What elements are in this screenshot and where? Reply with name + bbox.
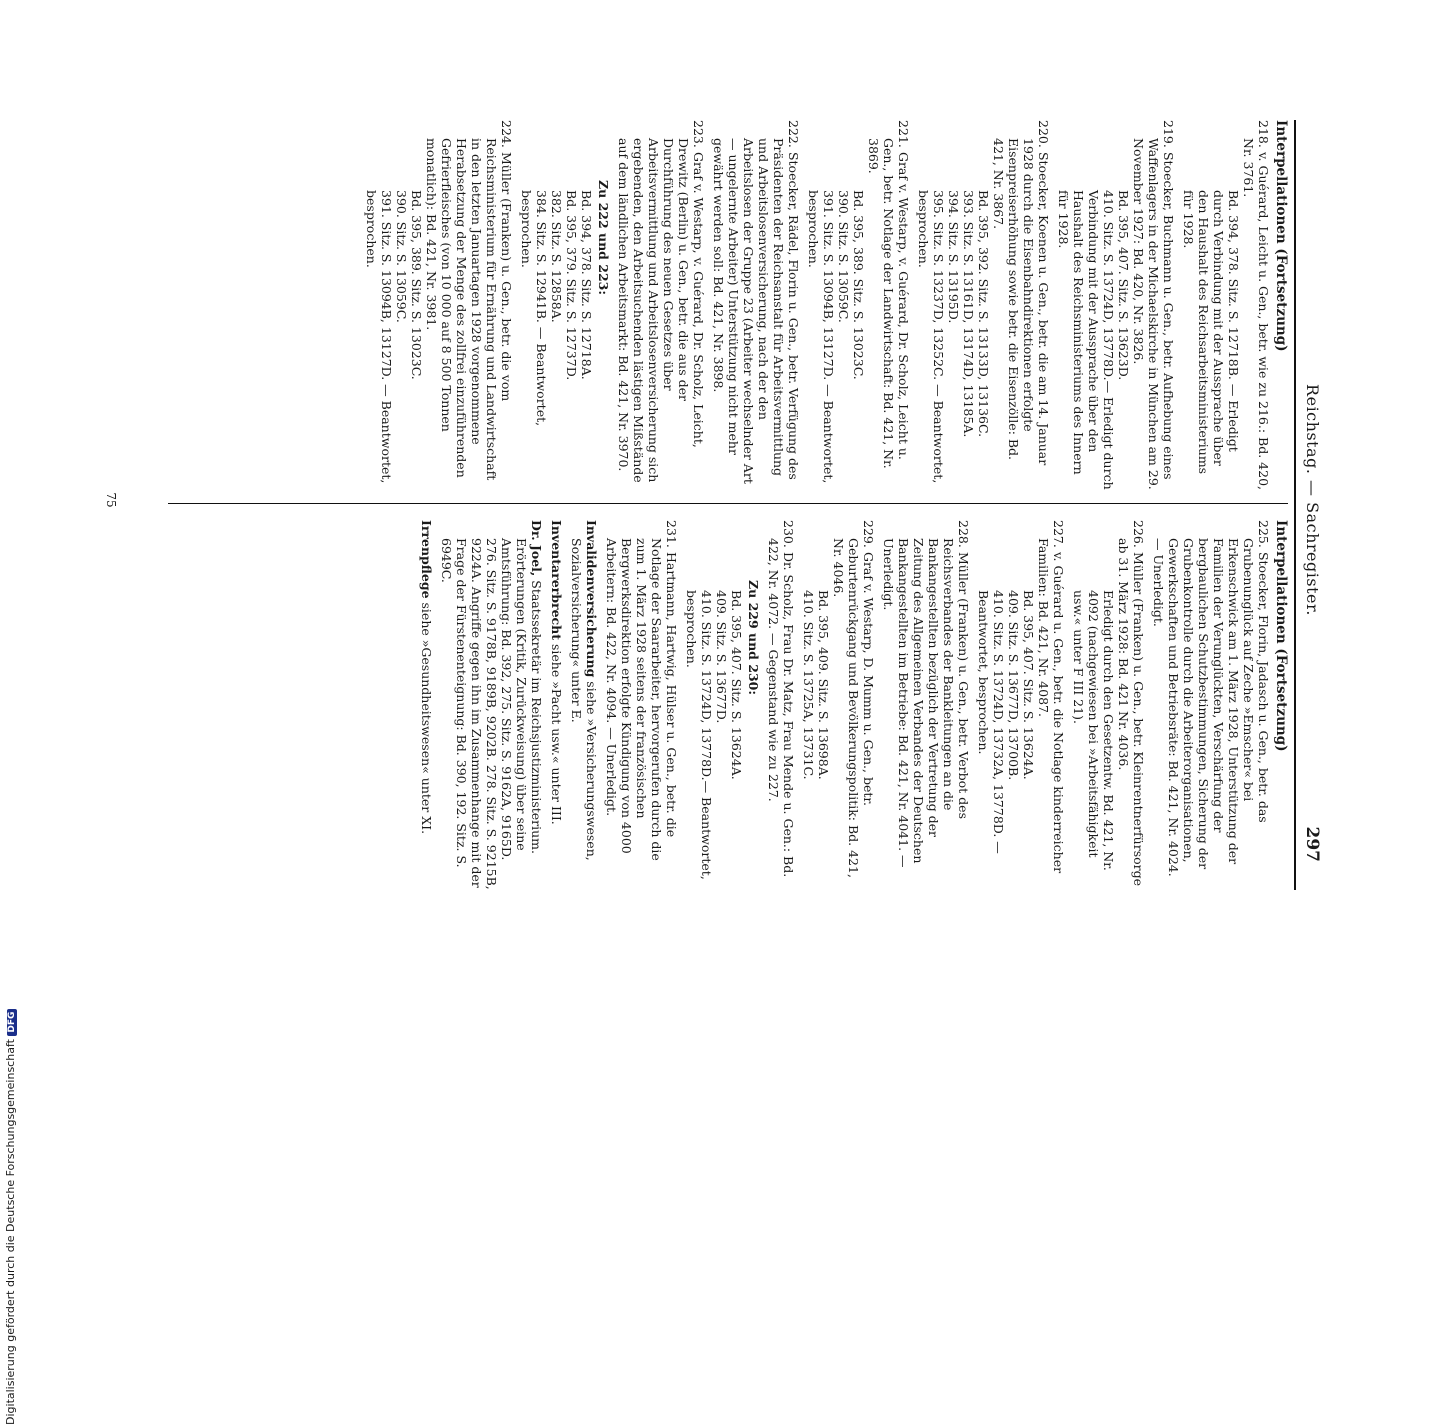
- index-entry: [881, 520, 971, 890]
- entry-reference: 395. Sitz. S. 13237D, 13252C. — Beantwortet, besprochen.: [916, 190, 946, 484]
- column-divider: [168, 503, 1288, 504]
- entry-number: 221.: [896, 120, 911, 148]
- section-heading: Interpellationen (Fortsetzung): [1273, 120, 1289, 352]
- keyword-entry: [569, 520, 599, 890]
- left-column: [359, 120, 1288, 490]
- entry-reference: Bd. 395, 389. Sitz. S. 13023C.: [851, 190, 866, 380]
- keyword-text: Staatssekretär im Reichsjustizministerium. Erörterungen (Kritik, Zurückweisung) über seine Amtsführung: Bd. 392, 275. Sitz. S. 9162A, 9165D. 276. Sitz. S. 9178B, 9189B, 9202B. 278. Sitz. S. 9215B, 9224A. Angriffe gegen ihn im Zusammenhange mit der Frage der Fürstenenteignung: Bd. 390, 192. Sitz. S. 6949C.: [439, 538, 544, 890]
- page-number: 297: [1302, 826, 1322, 862]
- keyword-text: siehe »Gesundheitswesen« unter XI.: [419, 598, 434, 835]
- entry-body: Stoecker, Florin, Jadasch u. Gen., betr. das Grubenunglück auf Zeche »Emscher« bei Erkenschwick am 1. März 1928, Unterstützung der Familien der Verunglückten, Verschärfung der bergbaulichen Schutzbestimmungen, Sicherung der Grubenkontrolle durch die Arbeiterorganisationen, Gewerkschaften und Betriebsräte: Bd. 421, Nr. 4024. — Unerledigt.: [1151, 538, 1271, 877]
- entry-reference: 390. Sitz. S. 13059C.: [394, 190, 409, 323]
- funding-note-text: Digitalisierung gefördert durch die Deutsche Forschungsgemeinschaft: [4, 1039, 17, 1425]
- entry-reference: 394. Sitz. S. 13195D.: [946, 190, 961, 324]
- index-entry: [1181, 120, 1271, 490]
- entry-reference: 391. Sitz. S. 13094B, 13127D. — Beantwortet, besprochen.: [806, 190, 836, 484]
- entry-text: [424, 120, 514, 490]
- entry-body: v. Guérard, Leicht u. Gen., betr. wie zu 216.: Bd. 420, Nr. 3761.: [1241, 138, 1271, 491]
- page-header-title: Reichstag. — Sachregister.: [1303, 384, 1322, 616]
- entry-reference: 409. Sitz. S. 13677D, 13700B.: [1006, 590, 1021, 781]
- keyword-text: siehe »Pacht usw.« unter III.: [549, 640, 564, 825]
- entry-body: Stoecker, Buchmann u. Gen., betr. Aufhebung eines Waffenlagers in der Michaelskirche in München am 29. November 1927: Bd. 420, Nr. 3826.: [1131, 138, 1176, 490]
- entry-reference: Bd. 395, 409. Sitz. S. 13698A.: [816, 590, 831, 780]
- index-entry: [1056, 120, 1176, 490]
- entry-number: 230.: [781, 520, 796, 548]
- keyword-entry: [439, 520, 544, 890]
- entry-number: 222.: [786, 120, 801, 148]
- keyword-term: Inventarerbrecht: [549, 520, 564, 640]
- keyword-term: Irrenpflege: [419, 520, 434, 599]
- entry-text: [866, 120, 911, 490]
- dfg-logo: DFG: [7, 1009, 17, 1036]
- footer-page-number: 75: [104, 492, 118, 508]
- entry-number: 220.: [1036, 120, 1051, 148]
- index-entry: [916, 120, 1051, 490]
- index-entry: [364, 120, 514, 490]
- entry-text: [1241, 120, 1271, 490]
- index-entry: [616, 120, 706, 490]
- header-rule: [1294, 120, 1296, 890]
- keyword-term: Invalidenversicherung: [584, 520, 599, 678]
- entry-text: [1151, 520, 1271, 890]
- entry-reference: Bd. 395, 379. Sitz. S. 12737D.: [564, 190, 579, 381]
- entry-body: Müller (Franken) u. Gen., betr. die vom Reichsministerium für Ernährung und Landwirtschaft in den letzten Januartagen 1928 vorgenommene Herabsetzung der Menge des zollfrei einzuführenden Gefrierfleisches (von 10 000 auf 8 500 Tonnen monatlich): Bd. 421, Nr. 3981.: [424, 138, 514, 481]
- index-entry: [1071, 520, 1146, 890]
- entry-text: [1131, 120, 1176, 490]
- index-entry: [519, 120, 611, 490]
- entry-reference: 410. Sitz. S. 13724D, 13778D.— Beantwortet, besprochen.: [684, 590, 714, 880]
- right-column: [414, 520, 1288, 890]
- right-entries: [604, 520, 1271, 890]
- entry-subheading: Zu 229 und 230:: [746, 580, 761, 695]
- entry-text: [604, 520, 679, 890]
- entry-body: Hartmann, Hartwig, Hülser u. Gen., betr. die Notlage der Saararbeiter, hervorgerufen durch die zum 1. März 1928 seitens der französischen Bergwerksdirektion erfolgte Kündigung von 4000 Arbeitern: Bd. 422, Nr. 4094. — Unerledigt.: [604, 538, 679, 861]
- entry-reference: 410. Sitz. S. 13724D, 13778D.— Erledigt durch Verbindung mit der Aussprache über den Haushalt des Reichsministeriums des Innern für 1928.: [1056, 190, 1116, 490]
- entry-reference: Bd. 395, 407. Sitz. S. 13624A.: [729, 590, 744, 780]
- entry-reference: 390. Sitz. S. 13059C.: [836, 190, 851, 323]
- entry-text: [831, 520, 876, 890]
- entry-reference: 409. Sitz. S. 13677D.: [714, 590, 729, 724]
- entry-number: 229.: [861, 520, 876, 548]
- entry-body: Graf v. Westarp, v. Guérard, Dr. Scholz, Leicht u. Gen., betr. Notlage der Landwirtschaft: Bd. 421, Nr. 3869.: [866, 138, 911, 469]
- index-entry: [801, 520, 876, 890]
- entry-body: Stoecker, Rädel, Florin u. Gen., betr. Verfügung des Präsidenten der Reichsanstalt für Arbeitsvermittlung und Arbeitslosenversicherung, nach der den Arbeitslosen der Gruppe 23 (Arbeiter wechselnder Art — ungelernte Arbeiter) Unterstützung nicht mehr gewährt werden soll: Bd. 421, Nr. 3898.: [711, 138, 801, 484]
- entry-text: [1036, 520, 1066, 890]
- index-entry: [684, 520, 761, 890]
- keyword-entry: [549, 520, 564, 890]
- entry-number: 226.: [1131, 520, 1146, 548]
- entry-number: 218.: [1256, 120, 1271, 148]
- entry-reference: 410. Sitz. S. 13725A, 13731C.: [801, 590, 816, 780]
- entry-body: Graf v. Westarp, D. Mumm u. Gen., betr. Geburtenrückgang und Bevölkerungspolitik: Bd. 421, Nr. 4046.: [831, 538, 876, 878]
- entry-body: Müller (Franken) u. Gen., betr. Verbot des Reichsverbandes der Bankleitungen an die Bankangestellten bezüglich der Vertretung der Zeitung des Allgemeinen Verbandes der Deutschen Bankangestellten im Betriebe: Bd. 421, Nr. 4041. — Unerledigt.: [881, 538, 971, 868]
- entry-body: Dr. Scholz, Frau Dr. Matz, Frau Mende u. Gen.: Bd. 422, Nr. 4072. — Gegenstand wie zu 227.: [766, 538, 796, 878]
- entry-reference: Bd. 394, 378. Sitz. S. 12718A.: [579, 190, 594, 380]
- keyword-entries: [419, 520, 599, 890]
- entry-number: 231.: [664, 520, 679, 548]
- entry-subheading: Zu 222 und 223:: [596, 180, 611, 295]
- entry-body: Stoecker, Koenen u. Gen., betr. die am 14. Januar 1928 durch die Eisenbahndirektionen erfolgte Eisenpreiserhöhung sowie betr. die Eisenzölle: Bd. 421, Nr. 3867.: [991, 138, 1051, 466]
- entry-text: [881, 520, 971, 890]
- entry-number: 223.: [691, 120, 706, 148]
- entry-text: [1116, 520, 1146, 890]
- funding-note: [4, 1004, 17, 1425]
- entry-reference: Bd. 395, 389. Sitz. S. 13023C.: [409, 190, 424, 380]
- entry-reference: 384. Sitz. S. 12941B. — Beantwortet, besprochen.: [519, 190, 549, 427]
- entry-text: [616, 120, 706, 490]
- entry-reference: 391. Sitz. S. 13094B, 13127D. — Beantwortet, besprochen.: [364, 190, 394, 484]
- entry-number: 224.: [499, 120, 514, 148]
- left-entries: [364, 120, 1271, 490]
- index-entry: [604, 520, 679, 890]
- entry-reference: Bd. 394, 378. Sitz. S. 12718B. — Erledigt durch Verbindung mit der Aussprache über den Haushalt des Reichsarbeitsministeriums für 1928.: [1181, 190, 1241, 475]
- entry-body: v. Guérard u. Gen., betr. die Notlage kinderreicher Familien: Bd. 421, Nr. 4087.: [1036, 538, 1066, 874]
- entry-number: 228.: [956, 520, 971, 548]
- section-heading: Interpellationen (Fortsetzung): [1273, 520, 1289, 752]
- index-entry: [806, 120, 911, 490]
- index-entry: [766, 520, 796, 890]
- index-entry: [711, 120, 801, 490]
- entry-reference: 393. Sitz. S. 13161D, 13174D, 13185A.: [961, 190, 976, 438]
- entry-text: [711, 120, 801, 490]
- entry-body: Graf v. Westarp, v. Guérard, Dr. Scholz, Leicht, Drewitz (Berlin) u. Gen., betr. die aus der Durchführung des neuen Gesetzes über Arbeitsvermittlung und Arbeitslosenversicherung sich ergebenden, den Arbeitsuchenden lästigen Mißstände auf dem ländlichen Arbeitsmarkt: Bd. 421, Nr. 3970.: [616, 138, 706, 483]
- keyword-term: Dr. Joel,: [529, 520, 544, 577]
- keyword-entry: [419, 520, 434, 890]
- entry-body: Müller (Franken) u. Gen., betr. Kleinrentnerfürsorge ab 31. März 1928: Bd. 421 Nr. 4036.: [1116, 538, 1146, 887]
- index-entry: [976, 520, 1066, 890]
- entry-reference: Erledigt durch den Gesetzentw. Bd. 421, Nr. 4092 (nachgewiesen bei »Arbeitsfähigkeit usw.« unter F III 21).: [1071, 590, 1116, 871]
- entry-reference: 410. Sitz. S. 13724D, 13732A, 13778D. — Beantwortet, besprochen.: [976, 590, 1006, 854]
- entry-number: 225.: [1256, 520, 1271, 548]
- entry-text: [766, 520, 796, 890]
- keyword-text: siehe »Versicherungswesen, Sozialversicherung« unter E.: [569, 538, 599, 861]
- entry-reference: 382. Sitz. S. 12858A.: [549, 190, 564, 323]
- entry-reference: Bd. 395, 407. Sitz. S. 13624A.: [1021, 590, 1036, 780]
- entry-number: 219.: [1161, 120, 1176, 148]
- entry-number: 227.: [1051, 520, 1066, 548]
- entry-reference: Bd. 395, 392. Sitz. S. 13133D, 13136C.: [976, 190, 991, 438]
- entry-text: [991, 120, 1051, 490]
- entry-reference: Bd. 395, 407. Sitz. S. 13623D.: [1116, 190, 1131, 381]
- index-entry: [1151, 520, 1271, 890]
